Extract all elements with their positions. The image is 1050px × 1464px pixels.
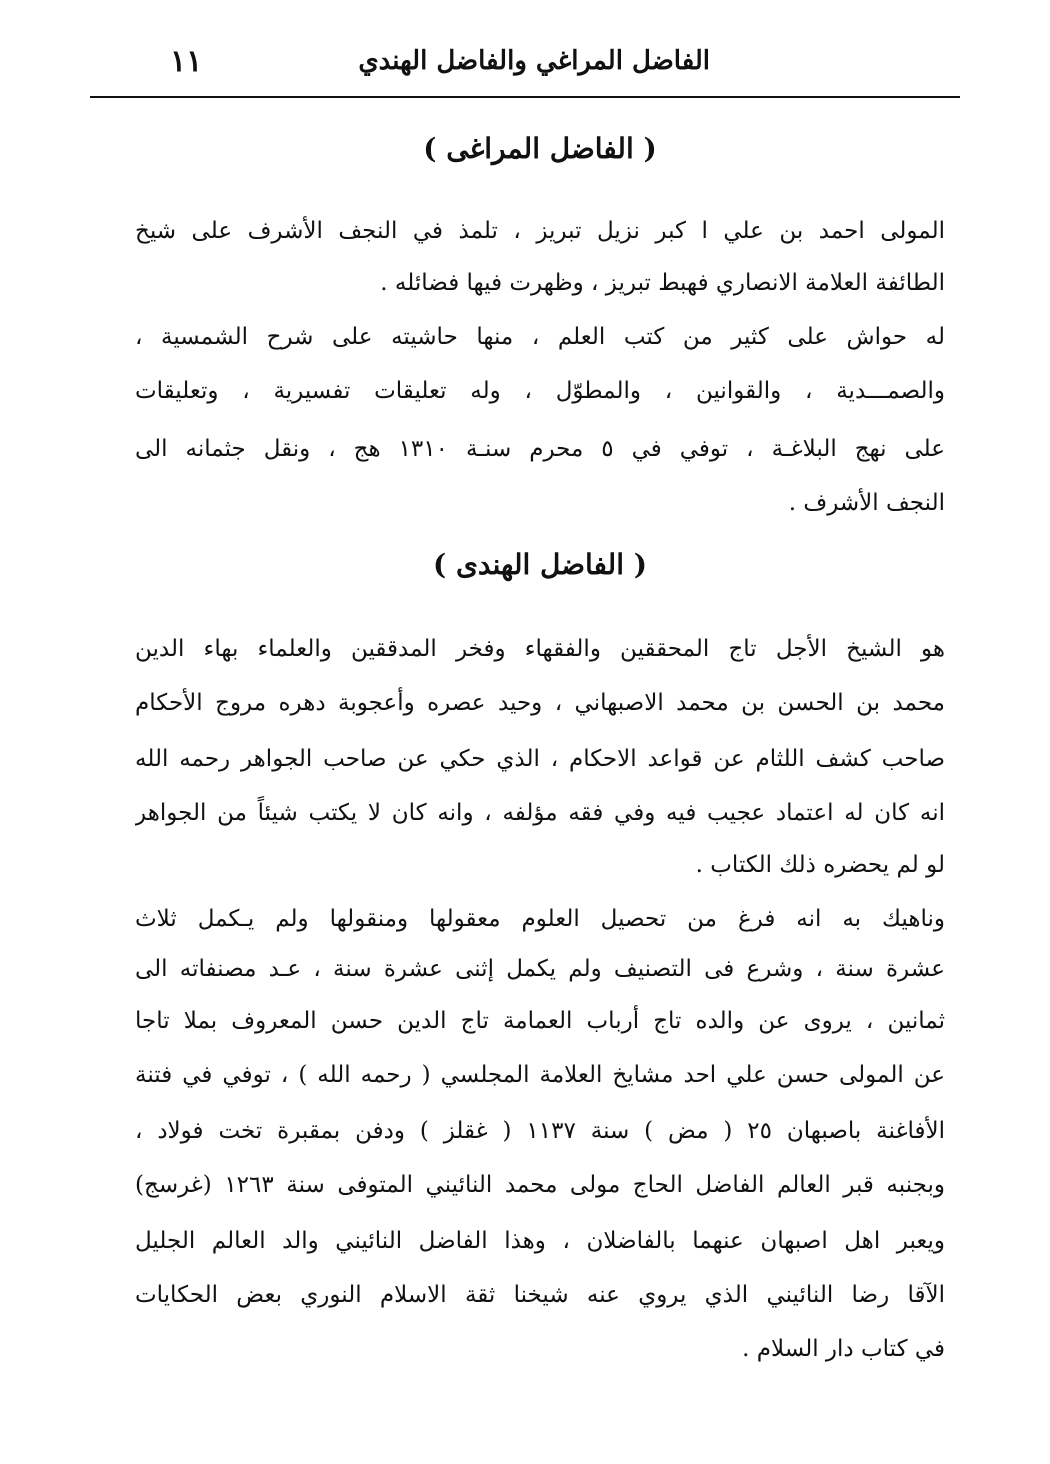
text-line: المولى احمد بن علي ا كبر نزيل تبريز ، تلمذ في النجف الأشرف على شيخ — [135, 218, 945, 244]
text-line: عن المولى حسن علي احد مشايخ العلامة المجلسي ( رحمه الله ) ، توفي في فتنة — [135, 1062, 945, 1088]
text-line: الآقا رضا النائيني الذي يروي عنه شيخنا ثقة الاسلام النوري بعض الحكايات — [135, 1282, 945, 1308]
text-line: الطائفة العلامة الانصاري فهبط تبريز ، وظهرت فيها فضائله . — [380, 270, 945, 296]
text-line: في كتاب دار السلام . — [742, 1336, 945, 1362]
section-heading-hindi: ( الفاضل الهندى ) — [432, 548, 647, 581]
header-rule — [90, 96, 960, 98]
text-line: النجف الأشرف . — [788, 490, 945, 516]
page-header — [90, 42, 960, 94]
text-line: انه كان له اعتماد عجيب فيه وفي فقه مؤلفه ، وانه كان لا يكتب شيئاً من الجواهر — [135, 800, 945, 826]
text-line: والصمـــدية ، والقوانين ، والمطوّل ، وله تعليقات تفسيرية ، وتعليقات — [135, 378, 945, 404]
text-line: على نهج البلاغـة ، توفي في ٥ محرم سنـة ١٣١٠ هج ، ونقل جثمانه الى — [135, 436, 945, 462]
text-line: محمد بن الحسن بن محمد الاصبهاني ، وحيد عصره وأعجوبة دهره مروج الأحكام — [135, 690, 945, 716]
text-line: ثمانين ، يروى عن والده تاج أرباب العمامة تاج الدين حسن المعروف بملا تاجا — [135, 1008, 945, 1034]
text-line: عشرة سنة ، وشرع فى التصنيف ولم يكمل إثنى عشرة سنة ، عـد مصنفاته الى — [135, 956, 945, 982]
text-line: وناهيك به انه فرغ من تحصيل العلوم معقولها ومنقولها ولم يـكمل ثلاث — [135, 906, 945, 932]
section-heading-maraghi: ( الفاضل المراغى ) — [423, 132, 657, 165]
text-line: لو لم يحضره ذلك الكتاب . — [695, 852, 945, 878]
text-line: صاحب كشف اللثام عن قواعد الاحكام ، الذي حكي عن صاحب الجواهر رحمه الله — [135, 746, 945, 772]
page-number: ١١ — [170, 44, 203, 79]
text-line: الأفاغنة باصبهان ٢٥ ( مض ) سنة ١١٣٧ ( غقلز ) ودفن بمقبرة تخت فولاد ، — [135, 1118, 945, 1144]
text-line: ويعبر اهل اصبهان عنهما بالفاضلان ، وهذا الفاضل النائيني والد العالم الجليل — [135, 1228, 945, 1254]
text-line: وبجنبه قبر العالم الفاضل الحاج مولى محمد النائيني المتوفى سنة ١٢٦٣ (غرسج) — [135, 1172, 945, 1198]
running-title: الفاضل المراغي والفاضل الهندي — [358, 46, 710, 76]
text-line: هو الشيخ الأجل تاج المحققين والفقهاء وفخر المدققين والعلماء بهاء الدين — [135, 636, 945, 662]
text-line: له حواش على كثير من كتب العلم ، منها حاشيته على شرح الشمسية ، — [135, 324, 945, 350]
